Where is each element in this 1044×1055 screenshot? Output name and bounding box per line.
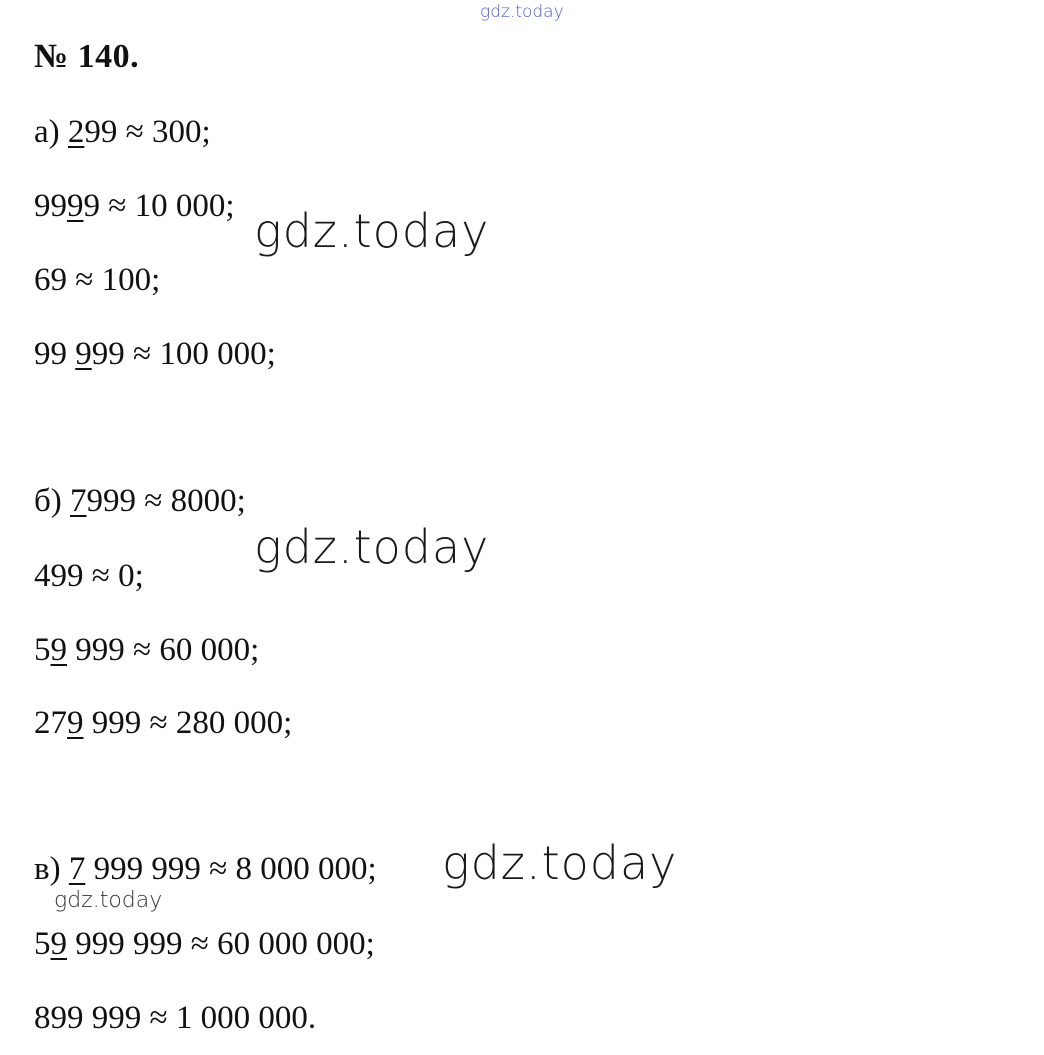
equation-pre: 99	[34, 188, 67, 224]
equation-post: 999 ≈ 280 000;	[83, 705, 293, 741]
equation-post: 99 ≈ 100 000;	[91, 336, 276, 372]
equation-post: 999 ≈ 8000;	[86, 483, 246, 519]
rounding-digit: 9	[50, 926, 67, 962]
rounding-digit: 7	[68, 851, 86, 887]
equation-pre: б)	[34, 483, 71, 519]
equation-v3	[34, 1002, 316, 1035]
equation-pre: 5	[34, 926, 51, 962]
rounding-digit: 9	[67, 188, 84, 224]
equation-post: 999 999 ≈ 60 000 000;	[67, 926, 375, 962]
equation-post: 899 999 ≈ 1 000 000.	[34, 1000, 317, 1036]
equation-pre: 27	[34, 705, 67, 741]
watermark-a: gdz.today	[254, 204, 490, 258]
equation-b3	[34, 634, 259, 667]
rounding-digit: 9	[67, 705, 84, 741]
watermark-b: gdz.today	[254, 520, 490, 574]
equation-a1	[34, 116, 211, 149]
equation-post: 69 ≈ 100;	[34, 262, 161, 298]
equation-post: 9 ≈ 10 000;	[83, 188, 235, 224]
equation-pre: а)	[34, 114, 68, 150]
equation-b1	[34, 485, 246, 518]
equation-post: 499 ≈ 0;	[34, 558, 144, 594]
equation-a2	[34, 190, 235, 223]
problem-title: № 140.	[34, 38, 140, 75]
equation-post: 999 ≈ 60 000;	[67, 632, 260, 668]
equation-pre: в)	[34, 851, 69, 887]
rounding-digit: 2	[67, 114, 85, 150]
equation-post: 99 ≈ 300;	[84, 114, 211, 150]
equation-v1	[34, 853, 377, 886]
equation-v2	[34, 928, 375, 961]
rounding-digit: 7	[70, 483, 87, 519]
rounding-digit: 9	[75, 336, 92, 372]
equation-post: 999 999 ≈ 8 000 000;	[85, 851, 377, 887]
watermark-top: gdz.today	[480, 2, 564, 22]
equation-a4	[34, 338, 276, 371]
equation-b4	[34, 707, 292, 740]
equation-pre: 99	[34, 336, 76, 372]
equation-b2	[34, 560, 144, 593]
equation-pre: 5	[34, 632, 51, 668]
rounding-digit: 9	[50, 632, 67, 668]
equation-a3	[34, 264, 160, 297]
watermark-v: gdz.today	[442, 836, 678, 890]
watermark-v-small: gdz.today	[54, 888, 163, 913]
